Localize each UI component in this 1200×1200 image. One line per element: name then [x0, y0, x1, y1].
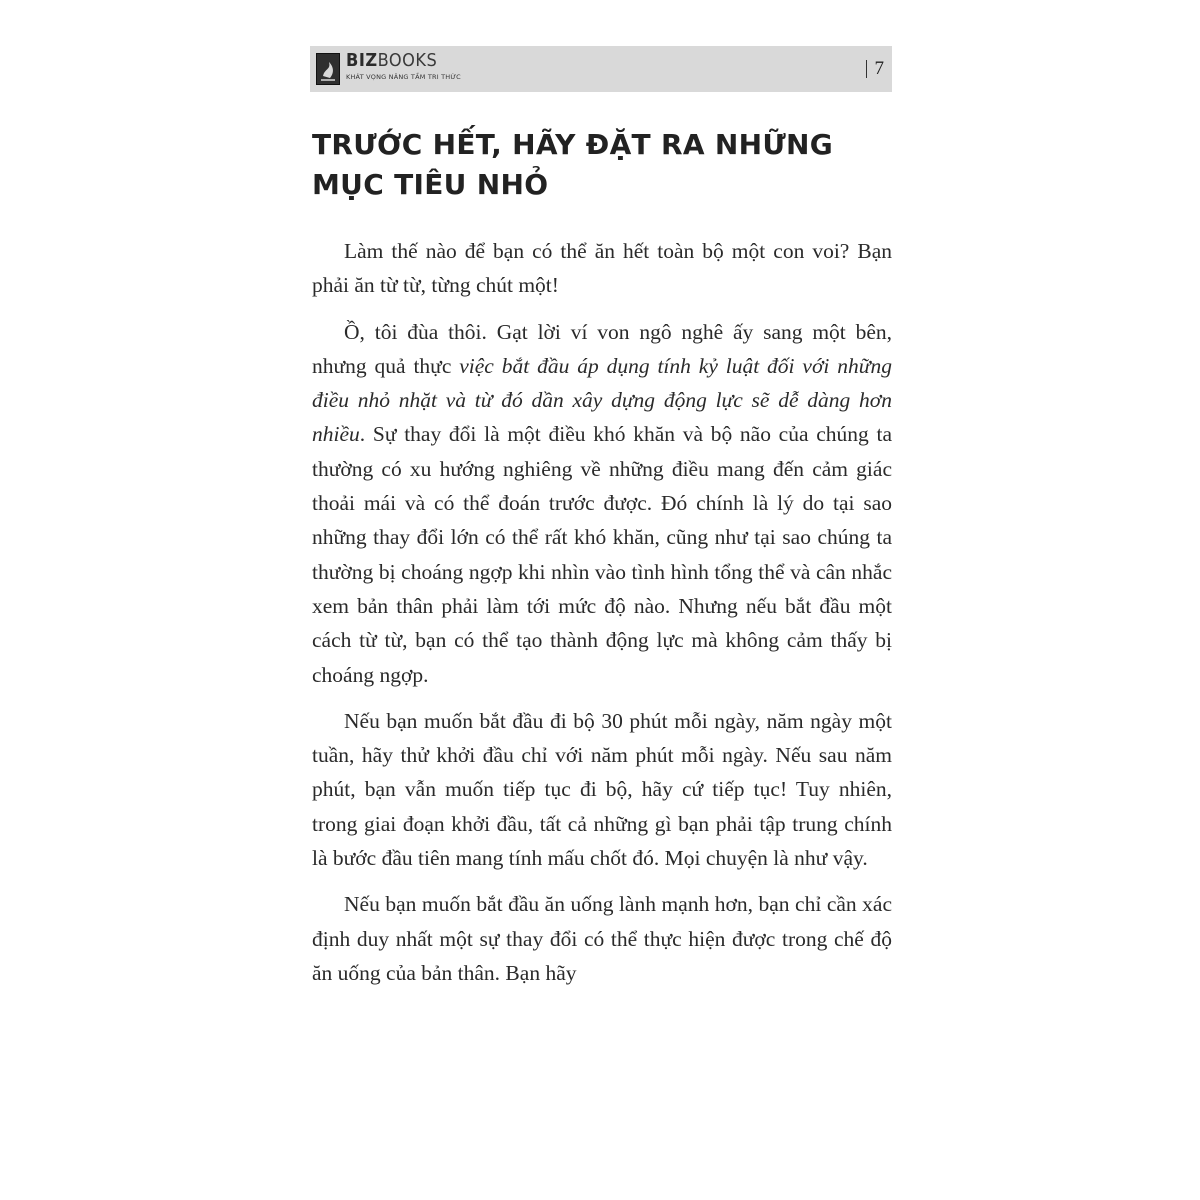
paragraph-2-emphasis: việc bắt đầu áp dụng tính kỷ luật đối với những điều nhỏ nhặt và từ đó dần xây dựng động lực sẽ dễ dàng hơn nhiều	[312, 353, 892, 447]
page-number-separator	[866, 60, 867, 78]
paragraph-3: Nếu bạn muốn bắt đầu đi bộ 30 phút mỗi ngày, năm ngày một tuần, hãy thử khởi đầu chỉ với năm phút mỗi ngày. Nếu sau năm phút, bạn vẫn muốn tiếp tục đi bộ, hãy cứ tiếp tục! Tuy nhiên, trong giai đoạn khởi đầu, tất cả những gì bạn phải tập trung chính là bước đầu tiên mang tính mấu chốt đó. Mọi chuyện là như vậy.	[312, 708, 892, 871]
publisher-name	[346, 51, 461, 71]
paragraph-1: Làm thế nào để bạn có thể ăn hết toàn bộ một con voi? Bạn phải ăn từ từ, từng chút một!	[312, 239, 892, 298]
paragraph-2-lead: Ồ, tôi đùa thôi. Gạt lời ví von ngô nghê ấy sang một bên, nhưng quả thực	[312, 319, 892, 378]
publisher-logo	[316, 51, 461, 85]
publisher-name-bold: BIZ	[346, 50, 378, 71]
paragraph-2	[312, 315, 892, 692]
publisher-tagline: KHÁT VỌNG NÂNG TẦM TRI THỨC	[346, 73, 461, 81]
page-header	[310, 46, 892, 92]
page-number-value: 7	[874, 58, 884, 79]
paragraph-2-rest: . Sự thay đổi là một điều khó khăn và bộ não của chúng ta thường có xu hướng nghiêng về những điều mang đến cảm giác thoải mái và có thể đoán trước được. Đó chính là lý do tại sao những thay đổi lớn có thể rất khó khăn, cũng như tại sao chúng ta thường bị choáng ngợp khi nhìn vào tình hình tổng thể và cân nhắc xem bản thân phải làm tới mức độ nào. Nhưng nếu bắt đầu một cách từ từ, bạn có thể tạo thành động lực mà không cảm thấy bị choáng ngợp.	[312, 422, 892, 687]
paragraph-4: Nếu bạn muốn bắt đầu ăn uống lành mạnh hơn, bạn chỉ cần xác định duy nhất một sự thay đổi có thể thực hiện được trong chế độ ăn uống của bản thân. Bạn hãy	[312, 892, 892, 985]
body-text	[312, 234, 892, 1002]
bizbooks-logo-icon	[316, 53, 340, 85]
publisher-name-rest: BOOKS	[377, 50, 438, 71]
page-number	[866, 58, 885, 80]
chapter-title: TRƯỚC HẾT, HÃY ĐẶT RA NHỮNG MỤC TIÊU NHỎ	[312, 128, 834, 201]
